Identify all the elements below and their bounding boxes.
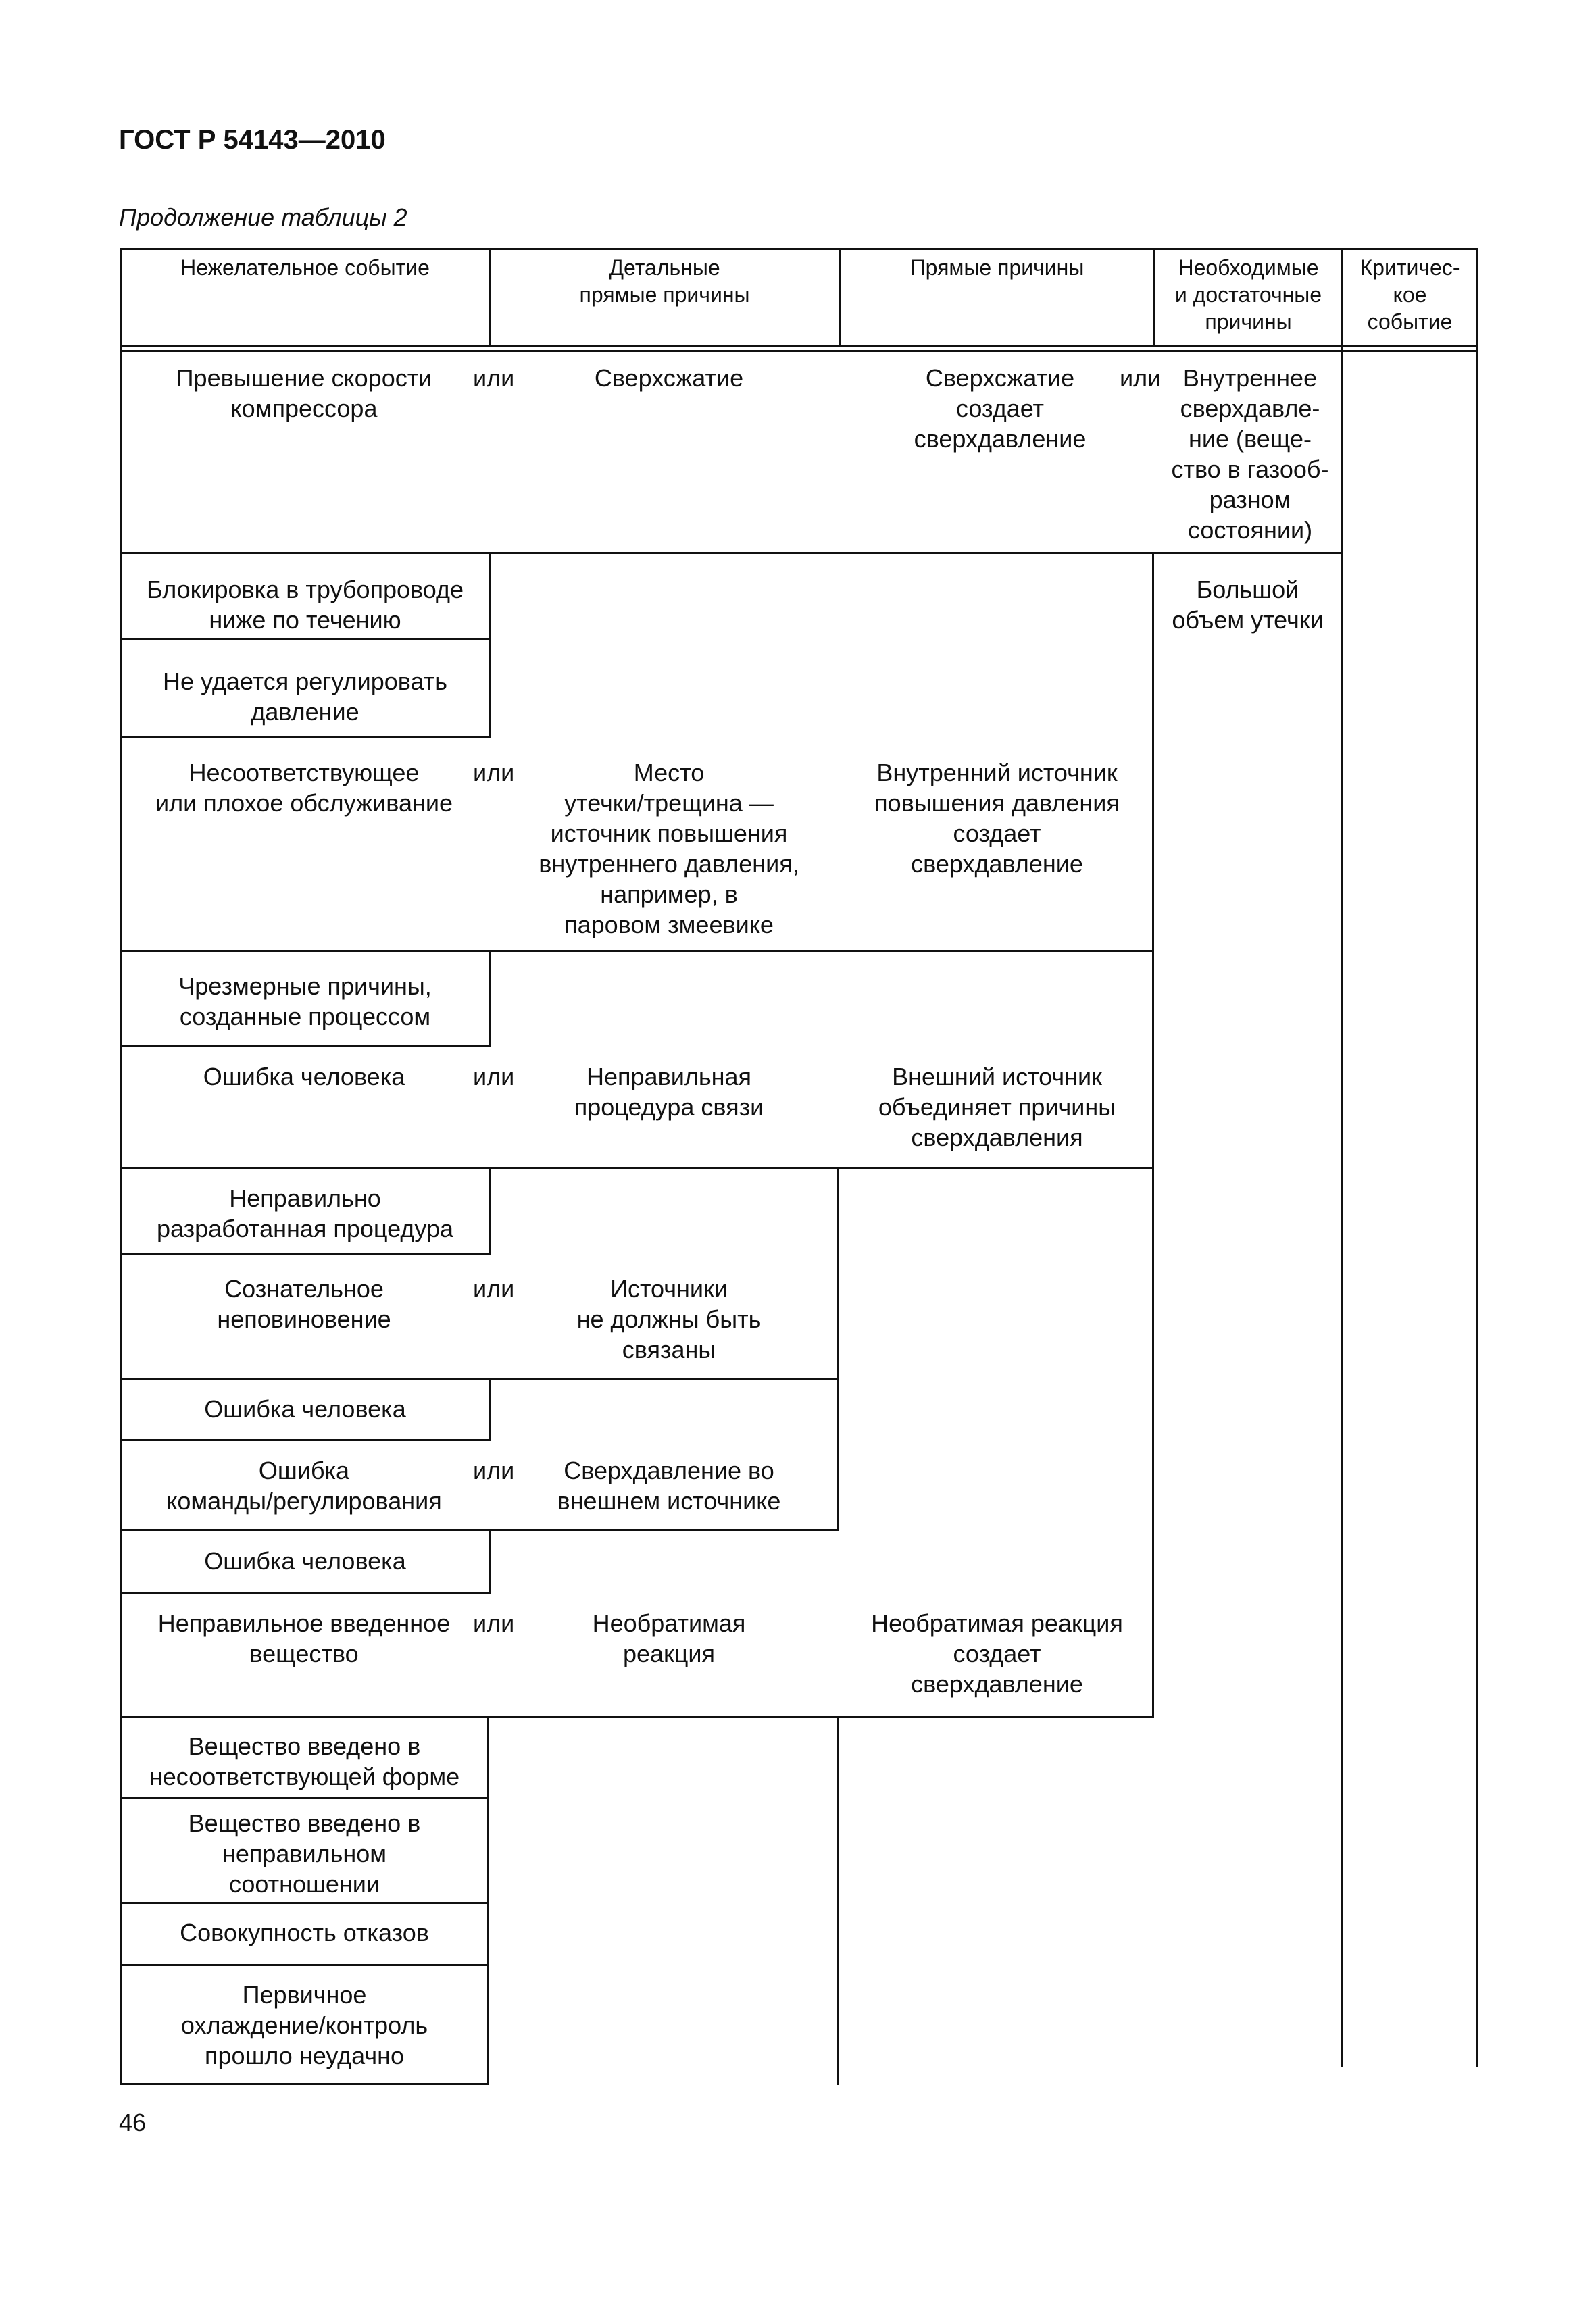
row-rule xyxy=(120,2083,489,2085)
row-rule xyxy=(120,638,491,640)
row-rule xyxy=(120,1253,491,1255)
header-bottom-border-double xyxy=(120,350,1478,352)
cell-failures: Совокупность отказов xyxy=(180,1919,429,1946)
cell-external-source: Внешний источник объединяет причины сверхдавления xyxy=(878,1063,1116,1151)
or-label: или xyxy=(473,1609,515,1637)
table-top-border xyxy=(120,248,1478,250)
cell-internal-overpressure: Внутреннее сверхдавле- ние (веще- ство в газооб- разном состоянии) xyxy=(1171,364,1329,544)
header-bottom-border xyxy=(120,345,1478,347)
page-number: 46 xyxy=(119,2109,147,2136)
row-rule xyxy=(120,1439,491,1441)
or-label: или xyxy=(473,364,515,392)
header-necessary-causes: Необходимые и достаточные причины xyxy=(1174,255,1322,334)
cell-control-error: Ошибка команды/регулирования xyxy=(166,1457,442,1515)
column-rule xyxy=(489,552,491,738)
row-rule xyxy=(120,1592,491,1594)
cell-wrong-link: Неправильная процедура связи xyxy=(574,1063,764,1121)
cell-cooling-failed: Первичное охлаждение/контроль прошло неудачно xyxy=(180,1981,428,2069)
row-rule xyxy=(120,1378,839,1380)
header-critical-event: Критичес- кое событие xyxy=(1360,255,1460,334)
row-rule xyxy=(120,1167,1154,1169)
cell-leak-crack: Место утечки/трещина — источник повышения внутреннего давления, например, в паровом змеевике xyxy=(539,759,799,938)
cell-wrong-substance: Неправильное введенное вещество xyxy=(157,1609,451,1667)
row-rule xyxy=(120,1716,1154,1718)
cell-overspeed: Превышение скорости компрессора xyxy=(176,364,432,422)
column-rule xyxy=(487,1716,489,2085)
cell-external-overpressure: Сверхдавление во внешнем источнике xyxy=(557,1457,781,1515)
cell-bad-procedure: Неправильно разработанная процедура xyxy=(156,1184,454,1242)
cell-wrong-ratio: Вещество введено в неправильном соотношении xyxy=(188,1809,421,1898)
header-direct-causes: Прямые причины xyxy=(909,255,1084,280)
cell-irreversible-direct: Необратимая реакция создает сверхдавление xyxy=(871,1609,1123,1698)
row-rule xyxy=(120,1045,491,1047)
cell-not-linked: Источники не должны быть связаны xyxy=(576,1275,762,1363)
table-right-border xyxy=(1476,248,1478,2067)
row-rule xyxy=(120,1529,839,1531)
column-rule xyxy=(489,1529,491,1594)
document-title: ГОСТ Р 54143—2010 xyxy=(119,125,386,155)
row-rule xyxy=(120,736,491,738)
table-continuation-caption: Продолжение таблицы 2 xyxy=(119,203,407,231)
column-rule xyxy=(489,1378,491,1441)
cell-human-error: Ошибка человека xyxy=(203,1063,405,1090)
header-undesired-event: Нежелательное событие xyxy=(180,255,430,280)
or-label: или xyxy=(473,1457,515,1484)
or-label: или xyxy=(473,759,515,786)
cell-improper-service: Несоответствующее или плохое обслуживание xyxy=(155,759,453,817)
cell-overcompression-direct: Сверхсжатие создает сверхдавление xyxy=(914,364,1087,453)
column-rule xyxy=(837,1716,839,2085)
row-rule xyxy=(120,1902,489,1904)
header-detailed-causes: Детальные прямые причины xyxy=(579,255,750,307)
cell-wrong-form: Вещество введено в несоответствующей форме xyxy=(149,1732,460,1790)
cell-large-leak: Большой объем утечки xyxy=(1172,576,1324,634)
or-label: или xyxy=(1120,364,1162,392)
row-rule xyxy=(120,950,1154,952)
column-rule xyxy=(489,1167,491,1255)
cell-overcompression: Сверхсжатие xyxy=(594,364,744,392)
cell-irreversible: Необратимая реакция xyxy=(592,1609,746,1667)
row-rule xyxy=(120,552,1343,554)
cell-internal-source: Внутренний источник повышения давления создает сверхдавление xyxy=(874,759,1120,878)
cell-pipeline-block: Блокировка в трубопроводе ниже по течению xyxy=(146,576,464,634)
cell-excess-process: Чрезмерные причины, созданные процессом xyxy=(178,972,432,1030)
cell-human-error: Ошибка человека xyxy=(204,1395,406,1423)
cell-human-error: Ошибка человека xyxy=(204,1547,406,1575)
cell-cannot-regulate: Не удается регулировать давление xyxy=(163,668,447,726)
row-rule xyxy=(120,1964,489,1966)
column-rule xyxy=(489,950,491,1047)
row-rule xyxy=(120,1797,489,1799)
cell-deliberate: Сознательное неповиновение xyxy=(217,1275,391,1333)
or-label: или xyxy=(473,1275,515,1303)
or-label: или xyxy=(473,1063,515,1090)
